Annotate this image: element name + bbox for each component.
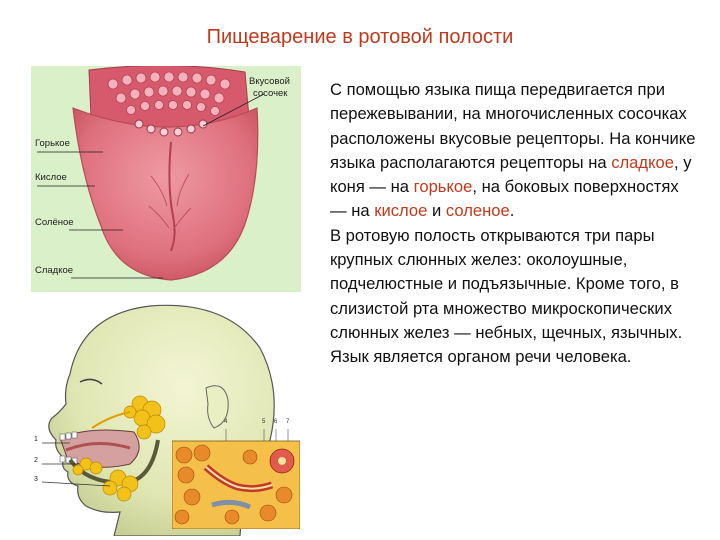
- slide-text: [330, 78, 698, 370]
- microsection-drawing: [172, 425, 300, 529]
- head-label-2: 2: [34, 457, 38, 464]
- micro-label-5: 5: [262, 419, 266, 425]
- gland-microsection: [172, 419, 300, 529]
- tongue-drawing: [31, 66, 301, 292]
- paragraph-glands: В ротовую полость открываются три пары крупных слюнных желез: околоушные, подчелюстные и подъязычные. Кроме того, в слизистой рта множество микроскопических слюнных желез — небных, щечных, язычных. Язык является органом речи человека.: [330, 225, 683, 367]
- label-papilla-line1: Вкусовой: [249, 76, 290, 87]
- head-label-1: 1: [34, 436, 38, 443]
- micro-label-6: 6: [274, 419, 278, 425]
- head-label-3: 3: [34, 476, 38, 483]
- label-papilla-line2: сосочек: [253, 88, 288, 99]
- highlight-sweet: сладкое: [611, 152, 674, 172]
- slide-title: Пищеварение в ротовой полости: [206, 26, 514, 48]
- text-segment: и: [427, 201, 446, 221]
- highlight-salty: соленое: [445, 201, 510, 221]
- label-sour: Кислое: [35, 172, 67, 183]
- micro-label-7: 7: [286, 419, 290, 425]
- paragraph-taste: [330, 78, 698, 224]
- micro-label-4: 4: [224, 419, 228, 425]
- text-segment: С помощью языка пища передвигается при пережевывании, на многочисленных сосочках расположены вкусовые рецепторы. На кончике языка располагаются рецепторы на: [330, 80, 696, 172]
- tongue-illustration: [31, 66, 301, 292]
- text-segment: , у коня — на: [330, 152, 692, 197]
- duct-cross-lumen: [278, 457, 286, 465]
- label-sweet: Сладкое: [35, 265, 74, 276]
- label-bitter: Горькое: [35, 138, 70, 149]
- text-segment: .: [509, 201, 515, 221]
- highlight-bitter: горькое: [413, 177, 473, 197]
- label-salty: Солёное: [35, 217, 74, 228]
- highlight-sour: кислое: [374, 201, 428, 221]
- text-segment: , на боковых поверхностях — на: [330, 177, 679, 221]
